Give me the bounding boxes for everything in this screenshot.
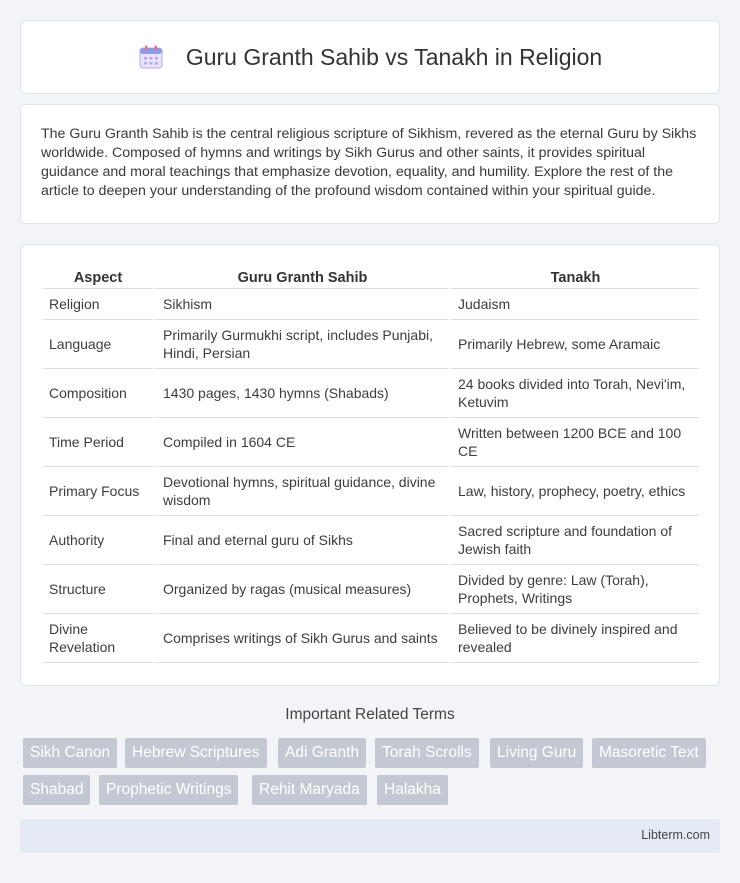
tag-halakha[interactable]: Halakha bbox=[377, 775, 448, 805]
cell-tanakh: Believed to be divinely inspired and revealed bbox=[448, 614, 699, 663]
tag-rehit-maryada[interactable]: Rehit Maryada bbox=[252, 775, 367, 805]
cell-guru-granth-sahib: Primarily Gurmukhi script, includes Punjabi, Hindi, Persian bbox=[153, 320, 448, 369]
related-terms-title: Important Related Terms bbox=[285, 706, 455, 723]
table-row bbox=[43, 369, 699, 418]
header-tanakh: Tanakh bbox=[448, 267, 699, 289]
table-row bbox=[43, 289, 699, 320]
cell-aspect: Religion bbox=[43, 289, 153, 320]
footer-site-link[interactable]: Libterm.com bbox=[641, 828, 710, 842]
tag-shabad[interactable]: Shabad bbox=[23, 775, 90, 805]
table-row bbox=[43, 418, 699, 467]
cell-aspect: Language bbox=[43, 320, 153, 369]
cell-guru-granth-sahib: Final and eternal guru of Sikhs bbox=[153, 516, 448, 565]
tag-masoretic-text[interactable]: Masoretic Text bbox=[592, 738, 706, 768]
cell-tanakh: Law, history, prophecy, poetry, ethics bbox=[448, 467, 699, 516]
cell-aspect: Time Period bbox=[43, 418, 153, 467]
cell-aspect: Structure bbox=[43, 565, 153, 614]
cell-aspect: Divine Revelation bbox=[43, 614, 153, 663]
cell-guru-granth-sahib: Compiled in 1604 CE bbox=[153, 418, 448, 467]
tag-hebrew-scriptures[interactable]: Hebrew Scriptures bbox=[125, 738, 267, 768]
table-row bbox=[43, 467, 699, 516]
cell-aspect: Authority bbox=[43, 516, 153, 565]
comparison-table bbox=[43, 267, 699, 663]
page-title: Guru Granth Sahib vs Tanakh in Religion bbox=[185, 43, 603, 70]
cell-tanakh: Judaism bbox=[448, 289, 699, 320]
tag-adi-granth[interactable]: Adi Granth bbox=[278, 738, 366, 768]
cell-guru-granth-sahib: Comprises writings of Sikh Gurus and saints bbox=[153, 614, 448, 663]
table-row bbox=[43, 516, 699, 565]
header-aspect: Aspect bbox=[43, 267, 153, 289]
cell-guru-granth-sahib: Sikhism bbox=[153, 289, 448, 320]
table-row bbox=[43, 565, 699, 614]
tag-living-guru[interactable]: Living Guru bbox=[490, 738, 583, 768]
cell-tanakh: Divided by genre: Law (Torah), Prophets, Writings bbox=[448, 565, 699, 614]
cell-tanakh: 24 books divided into Torah, Nevi'im, Ketuvim bbox=[448, 369, 699, 418]
cell-guru-granth-sahib: 1430 pages, 1430 hymns (Shabads) bbox=[153, 369, 448, 418]
cell-tanakh: Written between 1200 BCE and 100 CE bbox=[448, 418, 699, 467]
cell-aspect: Composition bbox=[43, 369, 153, 418]
header-guru-granth-sahib: Guru Granth Sahib bbox=[153, 267, 448, 289]
intro-paragraph: The Guru Granth Sahib is the central religious scripture of Sikhism, revered as the eternal Guru by Sikhs worldwide. Composed of hymns and writings by Sikh Gurus and other saints, it provides spiritual guidance and moral teachings that emphasize devotion, equality, and humility. Explore the rest of the article to deepen your understanding of the profound wisdom contained within your spiritual guide. bbox=[41, 126, 697, 199]
intro-card bbox=[20, 104, 720, 224]
table-header-row bbox=[43, 267, 699, 289]
calendar-icon bbox=[138, 44, 164, 70]
cell-tanakh: Sacred scripture and foundation of Jewish faith bbox=[448, 516, 699, 565]
footer bbox=[20, 819, 720, 853]
tag-prophetic-writings[interactable]: Prophetic Writings bbox=[99, 775, 238, 805]
tag-torah-scrolls[interactable]: Torah Scrolls bbox=[375, 738, 479, 768]
cell-tanakh: Primarily Hebrew, some Aramaic bbox=[448, 320, 699, 369]
header-card bbox=[20, 20, 720, 94]
cell-guru-granth-sahib: Organized by ragas (musical measures) bbox=[153, 565, 448, 614]
comparison-table-card bbox=[20, 244, 720, 686]
table-row bbox=[43, 320, 699, 369]
cell-aspect: Primary Focus bbox=[43, 467, 153, 516]
tag-sikh-canon[interactable]: Sikh Canon bbox=[23, 738, 117, 768]
table-row bbox=[43, 614, 699, 663]
cell-guru-granth-sahib: Devotional hymns, spiritual guidance, divine wisdom bbox=[153, 467, 448, 516]
